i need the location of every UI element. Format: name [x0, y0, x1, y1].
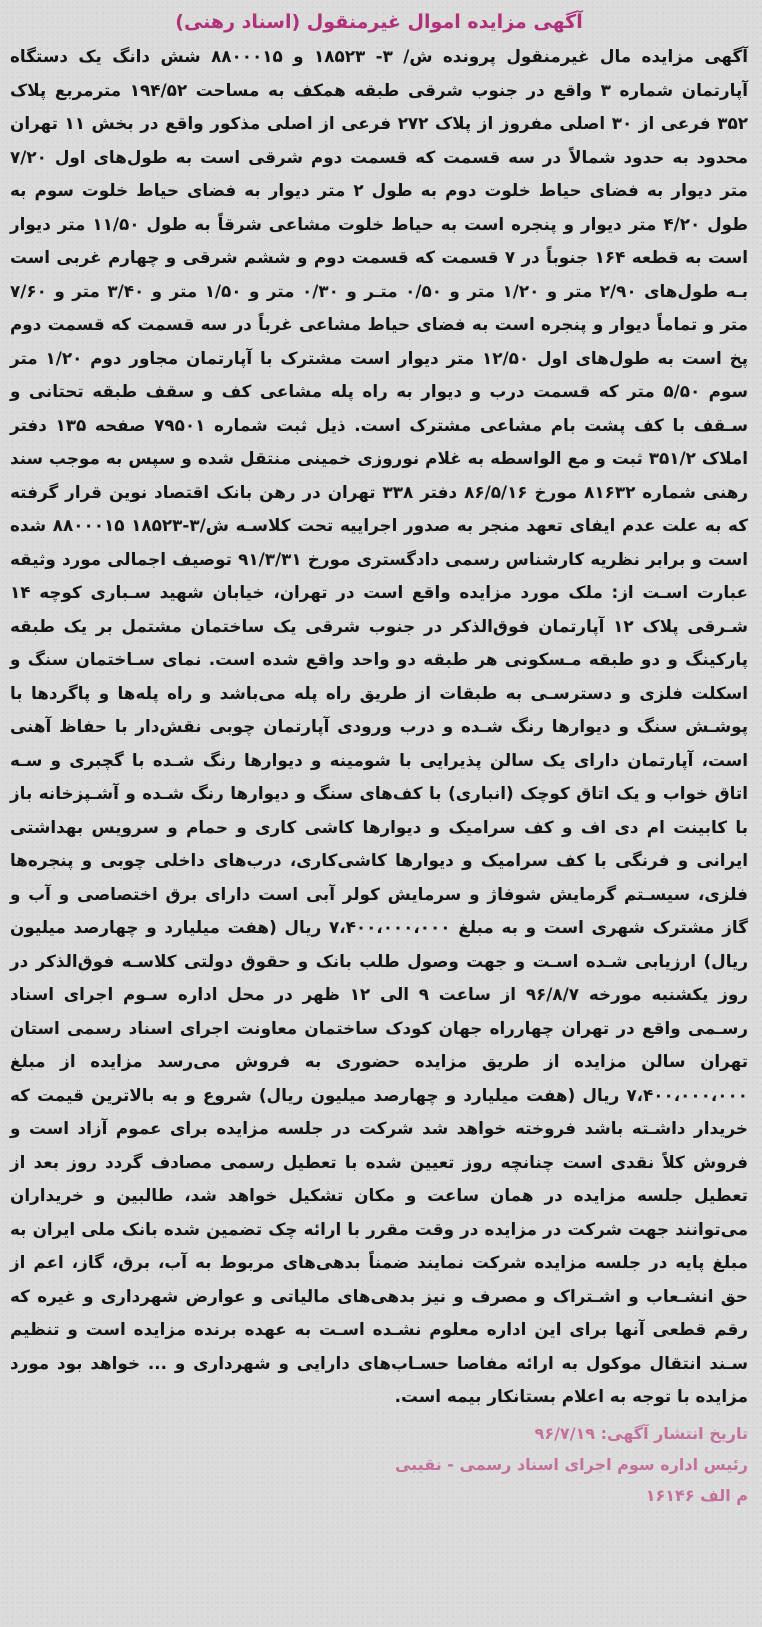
notice-footer — [10, 1418, 748, 1511]
notice-code: م الف ۱۶۱۴۶ — [645, 1485, 748, 1505]
publish-date: تاریخ انتشار آگهی: ۹۶/۷/۱۹ — [534, 1423, 748, 1443]
notice-title: آگهی مزایده اموال غیرمنقول (اسناد رهنی) — [175, 11, 583, 33]
notice-body: آگهی مزایده مال غیرمنقول پرونده ش/ ۳- ۱۸۵۲۳ و ۸۸۰۰۰۱۵ شش دانگ یک دستگاه آپارتمان شماره ۳ واقع در جنوب شرقی طبقه همکف به مساحت ۱۹۴/۵۲ مترمربع پلاک ۳۵۲ فرعی از ۳۰ اصلی مفروز از پلاک ۲۷۲ فرعی از اصلی مذکور واقع در بخش ۱۱ تهران محدود به حدود شمالاً در سه قسمت که قسمت دوم شرقی است به طول‌های اول ۷/۲۰ متر دیوار به فضای حیاط خلوت دوم به طول ۲ متر دیوار به فضای حیاط خلوت سوم به طول ۴/۲۰ متر دیوار و پنجره است به حیاط خلوت مشاعی شرقاً به طول ۱۱/۵۰ متر دیوار است به قطعه ۱۶۴ جنوباً در ۷ قسمت که قسمت دوم و ششم شرقی و چهارم غربی است بـه طول‌های ۲/۹۰ متر و ۱/۲۰ متر و ۰/۵۰ متـر و ۰/۳۰ متر و ۱/۵۰ متر و ۳/۴۰ متر و ۷/۶۰ متر و تماماً دیوار و پنجره است به فضای حیاط مشاعی غرباً در سه قسمت که قسمت دوم پخ است به طول‌های اول ۱۲/۵۰ متر دیوار است مشترک با آپارتمان مجاور دوم ۱/۲۰ متر سوم ۵/۵۰ متر که قسمت درب و دیوار به راه پله مشاعی کف و سقف طبقه تحتانی و سـقف با کف پشت بام مشاعی مشترک است. ذیل ثبت شماره ۷۹۵۰۱ صفحه ۱۳۵ دفتر املاک ۳۵۱/۲ ثبت و مع الواسطه به غلام نوروزی خمینی منتقل شده و سپس به موجب سند رهنی شماره ۸۱۶۳۲ مورخ ۸۶/۵/۱۶ دفتر ۳۳۸ تهران در رهن بانک اقتصاد نوین قرار گرفته که به علت عدم ایفای تعهد منجر به صدور اجراییه تحت کلاسـه ش/۳-۱۸۵۲۳ ۸۸۰۰۰۱۵ شده است و برابر نظریه کارشناس رسمی دادگستری مورخ ۹۱/۳/۳۱ توصیف اجمالی مورد وثیقه عبارت اسـت از: ملک مورد مزایده واقع است در تهران، خیابان شهید سـباری کوچه ۱۴ شـرقی پلاک ۱۲ آپارتمان فوق‌الذکر در جنوب شرقی یک ساختمان مشتمل بر یک طبقه پارکینگ و دو طبقه مـسکونی هر طبقه دو واحد واقع شده است. نمای سـاختمان سنگ و اسکلت فلزی و دسترسـی به طبقات از طریق راه پله می‌باشد و راه پله‌ها و پاگردها با پوشـش سنگ و دیوارها رنگ شـده و درب ورودی آپارتمان چوبی نقش‌دار با حفاظ آهنی است، آپارتمان دارای یک سالن پذیرایی با شومینه و دیوارها رنگ شـده با گچبری و سـه اتاق خواب و یک اتاق کوچک (انباری) با کف‌های سنگ و دیوارها رنگ شـده و آشـپزخانه باز با کابینت ام دی اف و کف سرامیک و دیوارها کاشی کاری و حمام و سرویس بهداشتی ایرانی و فرنگی با کف سرامیک و دیوارها کاشی‌کاری، درب‌های داخلی چوبی و پنجره‌ها فلزی، سیسـتم گرمایش شوفاژ و سرمایش کولر آبی است دارای برق اختصاصی و آب و گاز مشترک شهری است و به مبلغ ۷،۴۰۰،۰۰۰،۰۰۰ ریال (هفت میلیارد و چهارصد میلیون ریال) ارزیابی شـده اسـت و جهت وصول طلب بانک و حقوق دولتی کلاسـه فوق‌الذکر در روز یکشنبه مورخه ۹۶/۸/۷ از ساعت ۹ الی ۱۲ ظهر در محل اداره سـوم اجرای اسناد رسـمی واقع در تهران چهارراه جهان کودک ساختمان معاونت اجرای اسناد رسمی استان تهران سالن مزایده از طریق مزایده حضوری به فروش می‌رسد مزایده از مبلغ ۷،۴۰۰،۰۰۰،۰۰۰ ریال (هفت میلیارد و چهارصد میلیون ریال) شروع و به بالاترین قیمت که خریدار داشـته باشد فروخته خواهد شد شرکت در جلسه مزایده برای عموم آزاد است و فروش کلاً نقدی است چنانچه روز تعیین شده با تعطیل رسمی مصادف گردد روز بعد از تعطیل جلسه مزایده در همان ساعت و مکان تشکیل خواهد شد، طالبین و خریداران می‌توانند جهت شرکت در مزایده در وقت مقرر با ارائه چک تضمین شده بانک ملی ایران به مبلغ پایه در جلسه مزایده شرکت نمایند ضمناً بدهی‌های مربوط به آب، برق، گاز، اعم از حق انشـعاب و اشـتراک و مصرف و نیز بدهی‌های مالیاتی و عوارض شهرداری و غیره که رقم قطعی آنها برای این اداره معلوم نشـده اسـت به عهده برنده مزایده است و تنظیم سـند انتقال موکول به ارائه مفاصا حسـاب‌های دارایی و شهرداری و ... خواهد بود مورد مزایده با توجه به اعلام بستانکار بیمه است. — [10, 46, 749, 1406]
signature-line: رئیس اداره سوم اجرای اسناد رسمی - نقیبی — [394, 1454, 748, 1474]
